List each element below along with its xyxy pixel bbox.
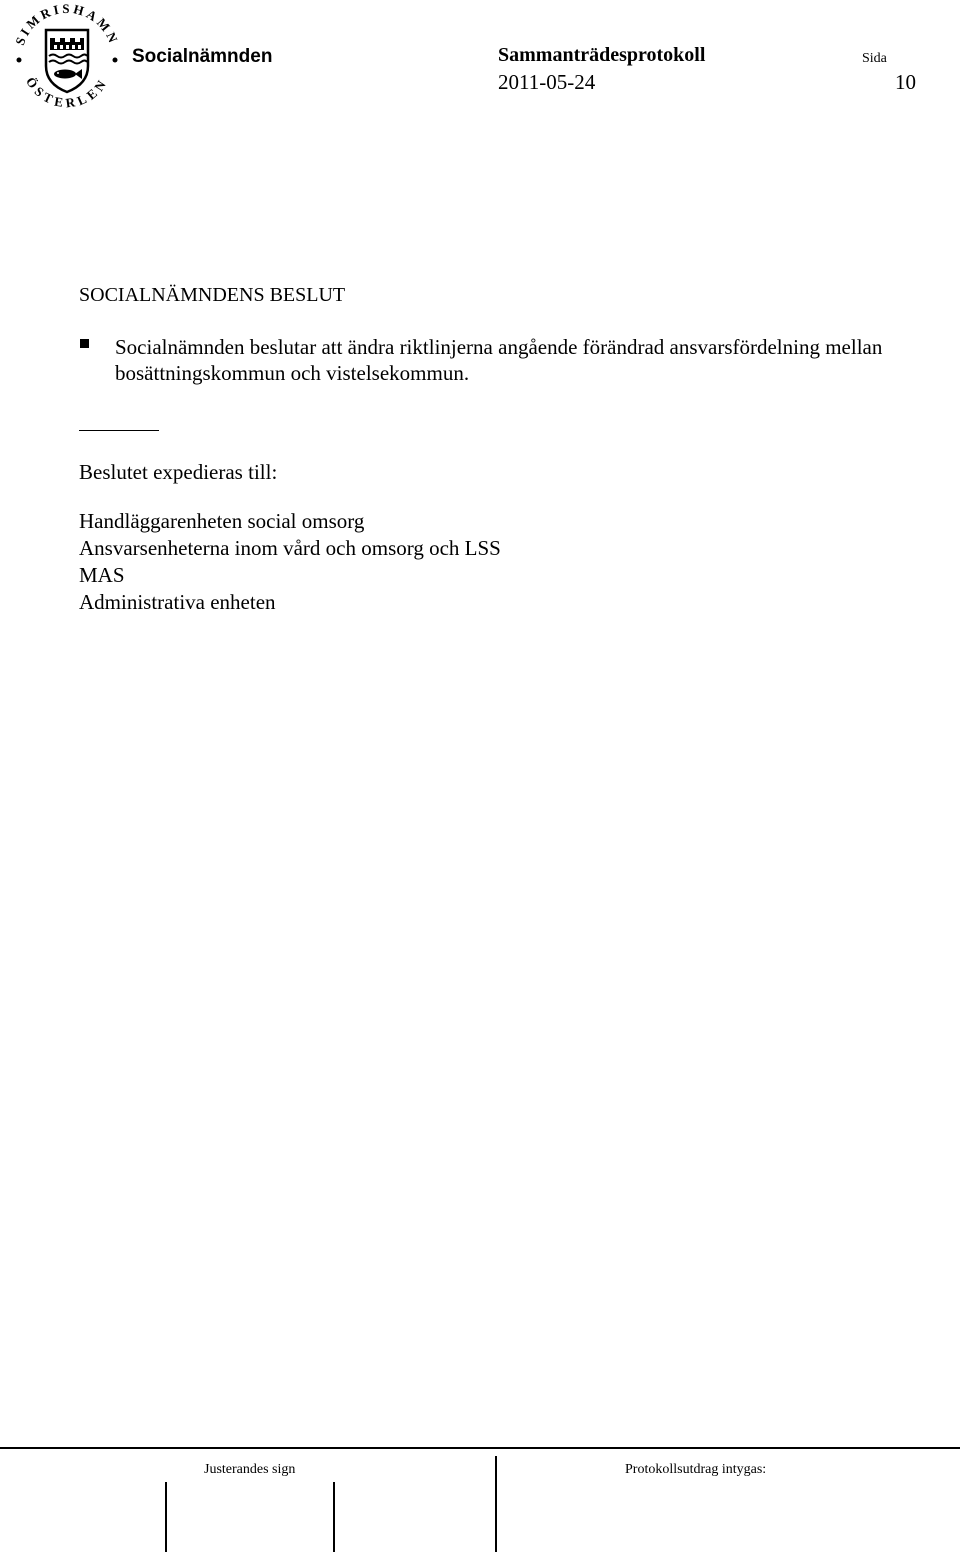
footer-rule <box>0 1447 960 1449</box>
distribution-label: Beslutet expedieras till: <box>79 460 278 484</box>
extract-certification-label: Protokollsutdrag intygas: <box>625 1462 767 1477</box>
page-label: Sida <box>862 51 887 66</box>
organization-name: Socialnämnden <box>132 46 273 67</box>
footer-column-divider <box>495 1456 497 1552</box>
signature-box-divider <box>165 1482 167 1552</box>
logo-bottom-text: ÖSTERLEN <box>23 74 111 111</box>
decision-bullet-text: Socialnämnden beslutar att ändra riktlinjerna angående förändrad ansvarsfördelning mellan bosättningskommun och vistelsekommun. <box>115 335 883 385</box>
square-bullet-icon <box>80 339 89 348</box>
logo-top-text: SIMRISHAMN <box>12 0 122 48</box>
signature-box-divider <box>333 1482 335 1552</box>
document-type-title: Sammanträdesprotokoll <box>498 44 706 66</box>
recipient-item: Ansvarsenheterna inom vård och omsorg och LSS <box>79 536 501 560</box>
signature-label: Justerandes sign <box>204 1462 296 1477</box>
decision-heading: SOCIALNÄMNDENS BESLUT <box>79 284 346 306</box>
page-number: 10 <box>895 70 916 94</box>
recipient-item: Administrativa enheten <box>79 590 276 614</box>
coat-of-arms-icon <box>8 0 126 118</box>
recipient-list <box>79 508 501 616</box>
municipality-logo <box>8 0 126 118</box>
recipient-item: Handläggarenheten social omsorg <box>79 509 365 533</box>
section-divider <box>79 430 159 431</box>
meeting-date: 2011-05-24 <box>498 70 596 94</box>
recipient-item: MAS <box>79 563 125 587</box>
